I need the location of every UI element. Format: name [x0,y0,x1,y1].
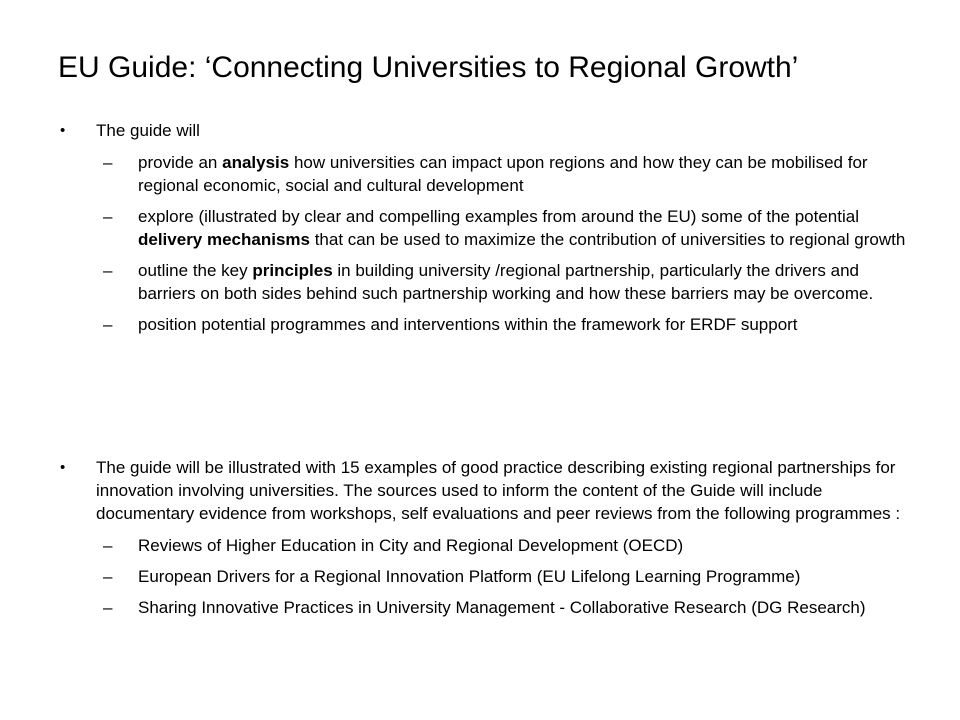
sub-bullet-lifelong-learning [103,565,910,588]
bullet-illustrated-examples [60,456,910,619]
sub-bullet-erdf-support [103,313,910,336]
sub-bullet-oecd [103,534,910,557]
sub-bullet-dash: – [103,261,113,280]
bullet-guide-will [60,119,910,336]
emphasis-text: principles [252,261,333,280]
emphasis-text: analysis [222,153,290,172]
sub-bullet-text: European Drivers for a Regional Innovation Platform (EU Lifelong Learning Programme) [138,567,801,586]
text-part: how universities can impact upon regions and how they can be mobilised for regional economic, social and cultural development [138,153,868,195]
sub-bullet-text: Reviews of Higher Education in City and Regional Development (OECD) [138,536,684,555]
sub-bullet-dash: – [103,567,113,586]
text-part: outline the key [138,261,253,280]
emphasis-text: delivery mechanisms [138,230,310,249]
sub-bullet-delivery-mechanisms [103,205,910,251]
sub-bullet-analysis [103,151,910,197]
bullet-dot: • [60,122,66,139]
bullet-lead-text: The guide will be illustrated with 15 examples of good practice describing existing regional partnerships for innovation involving universities. The sources used to inform the content of the Guide will include documentary evidence from workshops, self evaluations and peer reviews from the following programmes : [96,458,901,523]
text-part: in building university /regional partnership, particularly the drivers and barriers on both sides behind such partnership working and how these barriers may be overcome. [138,261,874,303]
sub-bullet-principles [103,259,910,305]
sub-bullet-dash: – [103,536,113,555]
sub-bullet-dash: – [103,598,113,617]
sub-bullet-list [60,534,910,619]
sub-bullet-dash: – [103,153,113,172]
text-part: explore (illustrated by clear and compelling examples from around the EU) some of the potential [138,207,859,226]
text-part: that can be used to maximize the contribution of universities to regional growth [309,230,906,249]
sub-bullet-list [60,151,910,336]
bullet-lead-text: The guide will [96,121,200,140]
sub-bullet-text [138,313,910,336]
sub-bullet-text: Sharing Innovative Practices in University Management - Collaborative Research (DG Research) [138,598,866,617]
text-part: position potential programmes and interventions within the framework for ERDF support [138,315,798,334]
sub-bullet-dg-research [103,596,910,619]
sub-bullet-text [138,205,910,251]
sub-bullet-text [138,259,910,305]
bullet-dot: • [60,459,66,476]
sub-bullet-text [138,151,910,197]
sub-bullet-dash: – [103,207,113,226]
text-part: provide an [138,153,223,172]
slide-title: EU Guide: ‘Connecting Universities to Regional Growth’ [58,51,799,84]
sub-bullet-dash: – [103,315,113,334]
